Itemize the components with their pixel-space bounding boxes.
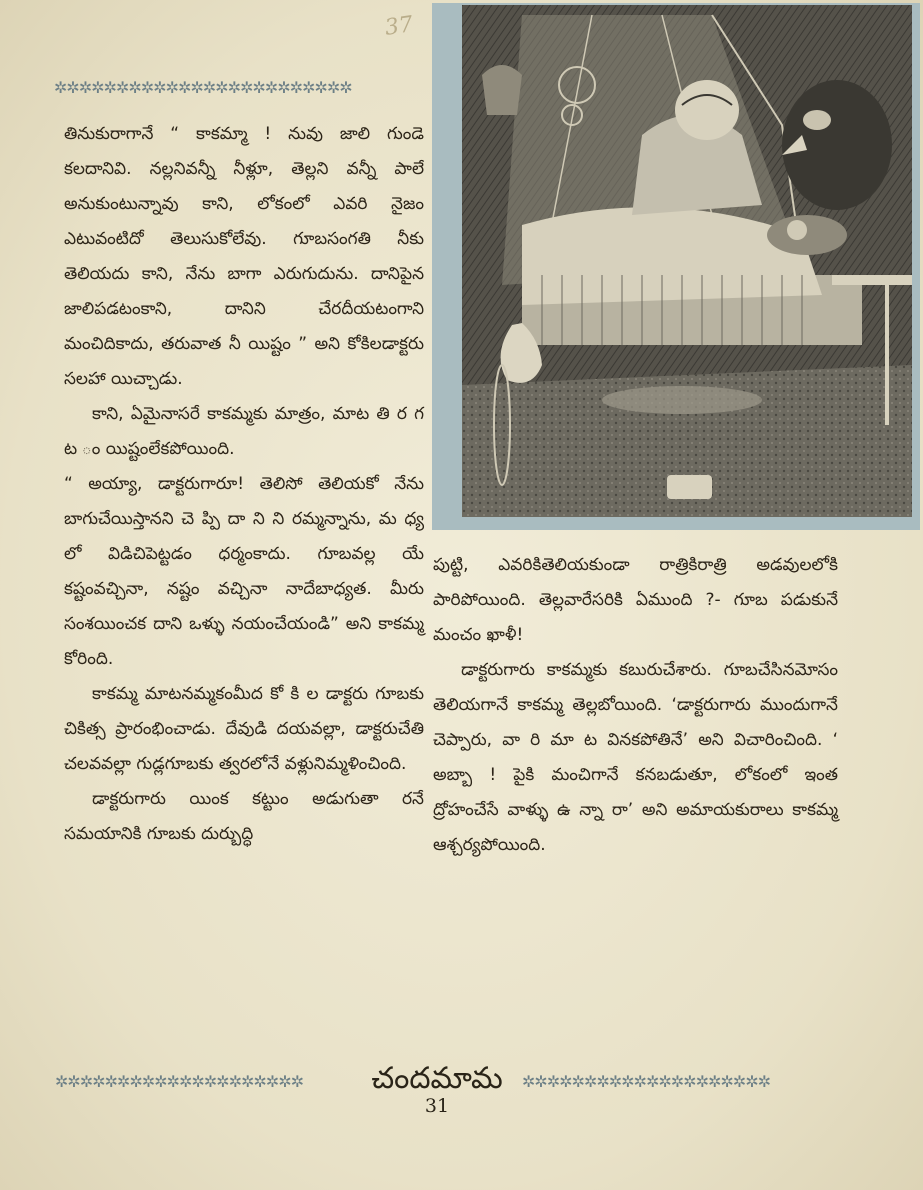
ornament-star-icon: ✲ xyxy=(522,1072,535,1091)
ornament-star-icon: ✲ xyxy=(326,78,340,97)
top-ornament-border xyxy=(54,78,394,98)
ornament-star-icon: ✲ xyxy=(178,78,191,97)
ornament-star-icon: ✲ xyxy=(732,1072,746,1091)
ornament-star-icon: ✲ xyxy=(78,78,92,97)
ornament-star-icon: ✲ xyxy=(670,1072,684,1091)
ornament-star-icon: ✲ xyxy=(190,78,203,97)
ornament-star-icon: ✲ xyxy=(104,1072,118,1091)
ornament-star-icon: ✲ xyxy=(745,1072,758,1091)
ornament-star-icon: ✲ xyxy=(289,78,303,97)
ornament-star-icon: ✲ xyxy=(54,78,67,97)
ornament-star-icon: ✲ xyxy=(302,78,315,97)
ornament-star-icon: ✲ xyxy=(278,1072,291,1091)
ornament-star-icon: ✲ xyxy=(179,1072,192,1091)
ornament-star-icon: ✲ xyxy=(646,1072,659,1091)
right-text-column xyxy=(433,548,838,863)
ornament-star-icon: ✲ xyxy=(559,1072,572,1091)
ornament-star-icon: ✲ xyxy=(658,1072,671,1091)
ornament-star-icon: ✲ xyxy=(166,1072,180,1091)
ornament-star-icon: ✲ xyxy=(141,1072,155,1091)
ornament-star-icon: ✲ xyxy=(79,1072,93,1091)
ornament-star-icon: ✲ xyxy=(633,1072,647,1091)
paragraph: పుట్టి, ఎవరికితెలియకుండా రాత్రికిరాత్రి అడవులలోకి పారిపోయింది. తెల్లవారేసరికి ఏముంది ?- గూబ పడుకునే మంచం ఖాళీ! xyxy=(433,555,838,645)
illustration-drawing xyxy=(462,5,912,517)
ornament-star-icon: ✲ xyxy=(191,1072,204,1091)
ornament-star-icon: ✲ xyxy=(117,1072,130,1091)
ornament-star-icon: ✲ xyxy=(227,78,241,97)
paragraph: కాకమ్మ మాటనమ్మకంమీద కో కి ల డాక్టరు గూబకు చికిత్స ప్రారంభించాడు. దేవుడి దయవల్లా, డాక్టరుచేతి చలవవల్లా గుడ్లగూబకు త్వరలోనే వళ్లునిమ్మళించింది. xyxy=(64,684,424,774)
ornament-star-icon: ✲ xyxy=(757,1072,771,1091)
ornament-star-icon: ✲ xyxy=(241,1072,254,1091)
page-number: 31 xyxy=(424,1095,450,1117)
ornament-star-icon: ✲ xyxy=(154,1072,167,1091)
ornament-star-icon: ✲ xyxy=(153,78,166,97)
bottom-left-ornament-border xyxy=(55,1072,345,1092)
ornament-star-icon: ✲ xyxy=(277,78,290,97)
paragraph: కాని, ఏమైనాసరే కాకమ్మకు మాత్రం, మాట తి ర గ ట ం యిష్టంలేకపోయింది. xyxy=(64,404,424,459)
ornament-star-icon: ✲ xyxy=(314,78,327,97)
ornament-star-icon: ✲ xyxy=(596,1072,609,1091)
ornament-star-icon: ✲ xyxy=(103,78,117,97)
ornament-star-icon: ✲ xyxy=(571,1072,585,1091)
ornament-star-icon: ✲ xyxy=(253,1072,266,1091)
ornament-star-icon: ✲ xyxy=(252,78,265,97)
ornament-star-icon: ✲ xyxy=(140,78,154,97)
ornament-star-icon: ✲ xyxy=(290,1072,304,1091)
ornament-star-icon: ✲ xyxy=(202,78,216,97)
ornament-star-icon: ✲ xyxy=(534,1072,547,1091)
ornament-star-icon: ✲ xyxy=(339,78,352,97)
paragraph: “ అయ్యా, డాక్టరుగారూ! తెలిసో తెలియకో నేను బాగుచేయిస్తానని చె ప్పి దా ని ని రమ్మన్నాను, మ ధ్య లో విడిచిపెట్టడం ధర్మంకాదు. గూబవల్ల యే కష్టంవచ్చినా, నష్టం వచ్చినా నాదేబాధ్యత. మీరు సంశయించక దాని ఒళ్ళు నయంచేయండి” అని కాకమ్మ కోరింది. xyxy=(64,474,424,669)
ornament-star-icon: ✲ xyxy=(92,1072,105,1091)
ornament-star-icon: ✲ xyxy=(708,1072,721,1091)
ornament-star-icon: ✲ xyxy=(215,78,228,97)
ornament-star-icon: ✲ xyxy=(546,1072,560,1091)
bottom-right-ornament-border xyxy=(522,1072,812,1092)
paragraph: తినుకురాగానే “ కాకమ్మా ! నువు జాలి గుండె కలదానివి. నల్లనివన్నీ నీళ్లూ, తెల్లని వన్నీ పాలే అనుకుంటున్నావు కాని, లోకంలో ఎవరి నైజం ఎటువంటిదో తెలుసుకోలేవు. గూబసంగతి నీకు తెలియదు కాని, నేను బాగా ఎరుగుదును. దానిపైన జాలిపడటంకాని, దానిని చేరదీయటంగాని మంచిదికాదు, తరువాత నీ యిష్టం ” అని కోకిలడాక్టరు సలహా యిచ్చాడు. xyxy=(64,124,424,389)
left-text-column xyxy=(64,117,424,852)
ornament-star-icon: ✲ xyxy=(720,1072,733,1091)
ornament-star-icon: ✲ xyxy=(240,78,253,97)
paragraph: డాక్టరుగారు కాకమ్మకు కబురుచేశారు. గూబచేసినమోసం తెలియగానే కాకమ్మ తెల్లబోయింది. ‘డాక్టరుగారు ముందుగానే చెప్పారు, వా రి మా ట వినకపోతినే’ అని విచారించింది. ‘ అబ్బా ! పైకి మంచిగానే కనబడుతూ, లోకంలో ఇంత ద్రోహంచేసే వాళ్ళు ఉ న్నా రా’ అని అమాయకురాలు కాకమ్మ ఆశ్చర్యపోయింది. xyxy=(433,660,838,855)
ornament-star-icon: ✲ xyxy=(621,1072,634,1091)
ornament-star-icon: ✲ xyxy=(67,1072,80,1091)
handwritten-page-mark: 37 xyxy=(383,12,415,41)
ornament-star-icon: ✲ xyxy=(116,78,129,97)
paragraph: డాక్టరుగారు యింక కట్టుం అడుగుతా రనే సమయానికి గూబకు దుర్బుద్ధి xyxy=(64,789,424,844)
ornament-star-icon: ✲ xyxy=(608,1072,622,1091)
ornament-star-icon: ✲ xyxy=(264,78,278,97)
ornament-star-icon: ✲ xyxy=(695,1072,709,1091)
magazine-title: చందమామ xyxy=(371,1061,503,1096)
illustration-owl-in-bed xyxy=(462,5,912,517)
ornament-star-icon: ✲ xyxy=(128,78,141,97)
ornament-star-icon: ✲ xyxy=(129,1072,142,1091)
ornament-star-icon: ✲ xyxy=(203,1072,217,1091)
ornament-star-icon: ✲ xyxy=(228,1072,242,1091)
ornament-star-icon: ✲ xyxy=(265,1072,279,1091)
ornament-star-icon: ✲ xyxy=(165,78,179,97)
ornament-star-icon: ✲ xyxy=(683,1072,696,1091)
ornament-star-icon: ✲ xyxy=(91,78,104,97)
ornament-star-icon: ✲ xyxy=(216,1072,229,1091)
ornament-star-icon: ✲ xyxy=(584,1072,597,1091)
ornament-star-icon: ✲ xyxy=(66,78,79,97)
ornament-star-icon: ✲ xyxy=(55,1072,68,1091)
